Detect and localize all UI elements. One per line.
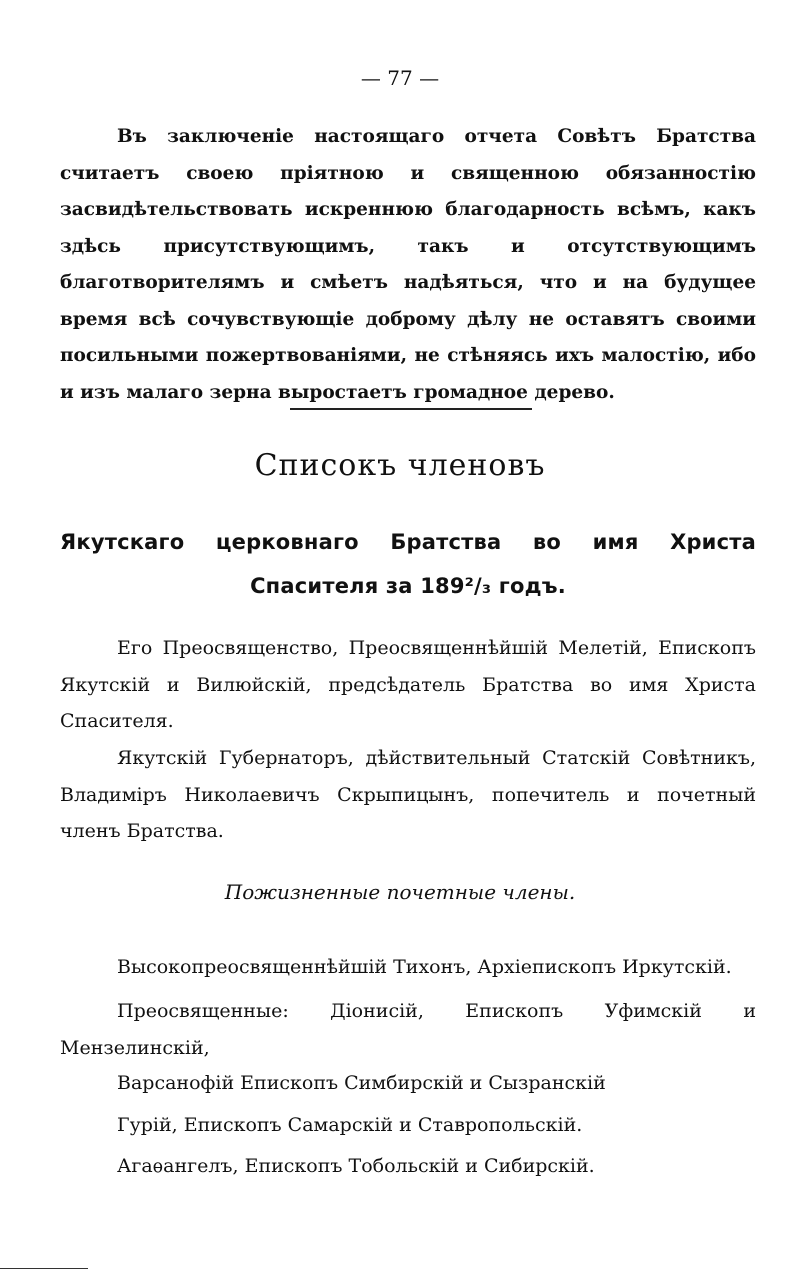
list-title: Списокъ членовъ <box>254 448 546 483</box>
member-entry-agafangel: Агаѳангелъ, Епископъ Тобольскій и Сибирскій. <box>117 1155 595 1177</box>
intro-paragraph: Въ заключеніе настоящаго отчета Совѣтъ Братства считаетъ своею пріятною и священною обязанностію засвидѣтельствовать искреннюю благодарность всѣмъ, какъ здѣсь присутствующимъ, такъ и отсутствующимъ благотворителямъ и смѣетъ надѣяться, что и на будущее время всѣ сочувствующіе доброму дѣлу не оставятъ своими посильными пожертвованіями, не стѣняясь ихъ малостію, ибо и изъ малаго зерна выростаетъ громадное дерево. <box>60 126 756 403</box>
member-entry-dionisiy: Преосвященные: Діонисій, Епископъ Уфимскій и Мензелинскій, <box>60 1000 756 1059</box>
edge-line <box>0 1268 88 1269</box>
member-entry-varsanofiy: Варсанофій Епископъ Симбирскій и Сызранскій <box>117 1072 606 1094</box>
chairman-entry: Его Преосвященство, Преосвященнѣйшій Мелетій, Епископъ Якутскій и Вилюйскій, предсѣдатель Братства во имя Христа Спасителя. <box>60 637 756 732</box>
governor-entry: Якутскій Губернаторъ, дѣйствительный Статскій Совѣтникъ, Владиміръ Николаевичъ Скрыпицынъ, попечитель и почетный членъ Братства. <box>60 747 756 842</box>
section-heading: Пожизненные почетные члены. <box>224 880 576 904</box>
member-entry-guriy: Гурій, Епископъ Самарскій и Ставропольскій. <box>117 1114 583 1136</box>
section-divider <box>290 408 532 410</box>
list-subtitle: Якутскаго церковнаго Братства во имя Христа Спасителя за 189²/₃ годъ. <box>60 530 756 598</box>
member-entry-tikhon: Высокопреосвященнѣйшій Тихонъ, Архіепископъ Иркутскій. <box>117 956 732 978</box>
page-number: — 77 — <box>360 66 440 90</box>
